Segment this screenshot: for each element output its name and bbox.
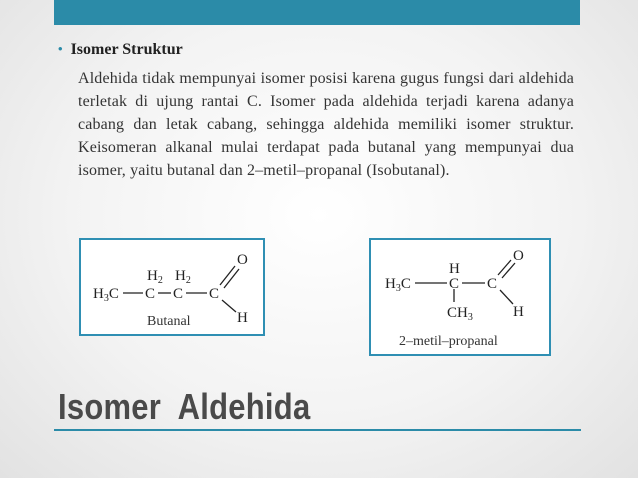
butanal-c2: C (173, 286, 184, 302)
butanal-bond-h (222, 300, 236, 312)
isobutanal-ch3: $CH_3$ (447, 305, 473, 323)
top-accent-bar (54, 0, 580, 25)
butanal-double-bond-a (220, 266, 235, 285)
slide-title: Isomer Aldehida (58, 386, 311, 427)
butanal-h2-first: $H_2$ (147, 268, 163, 286)
bullet-heading (58, 38, 586, 61)
isobutanal-structure-figure (369, 238, 551, 356)
isobutanal-c-end: C (487, 276, 498, 292)
butanal-c3: C (209, 286, 220, 302)
isobutanal-h3c: $H_3C$ (385, 276, 411, 294)
isobutanal-h-top: H (449, 261, 460, 277)
isobutanal-caption: 2–metil–propanal (399, 334, 498, 349)
title-underline (54, 429, 581, 431)
butanal-structure-figure (79, 238, 265, 336)
isobutanal-double-bond-b (502, 263, 515, 278)
bullet-heading-text: Isomer Struktur (70, 41, 183, 58)
butanal-h: H (237, 310, 248, 326)
bullet-marker: • (58, 41, 63, 56)
isobutanal-bond-h (500, 290, 513, 304)
butanal-h2-second: $H_2$ (175, 268, 191, 286)
content-block (58, 38, 586, 182)
butanal-h3c: $H_3C$ (93, 286, 119, 304)
butanal-c1: C (145, 286, 156, 302)
isobutanal-o: O (513, 248, 524, 264)
butanal-double-bond-b (224, 269, 239, 288)
butanal-o: O (237, 252, 248, 268)
isobutanal-double-bond-a (498, 260, 511, 275)
isobutanal-h: H (513, 304, 524, 320)
isobutanal-c-center: C (449, 276, 460, 292)
butanal-caption: Butanal (147, 314, 191, 329)
body-paragraph: Aldehida tidak mempunyai isomer posisi karena gugus fungsi dari aldehida terletak di ujung rantai C. Isomer pada aldehida terjadi karena adanya cabang dan letak cabang, sehingga aldehida memiliki isomer struktur. Keisomeran alkanal mulai terdapat pada butanal yang mempunyai dua isomer, yaitu butanal dan 2–metil–propanal (Isobutanal). (78, 70, 574, 179)
